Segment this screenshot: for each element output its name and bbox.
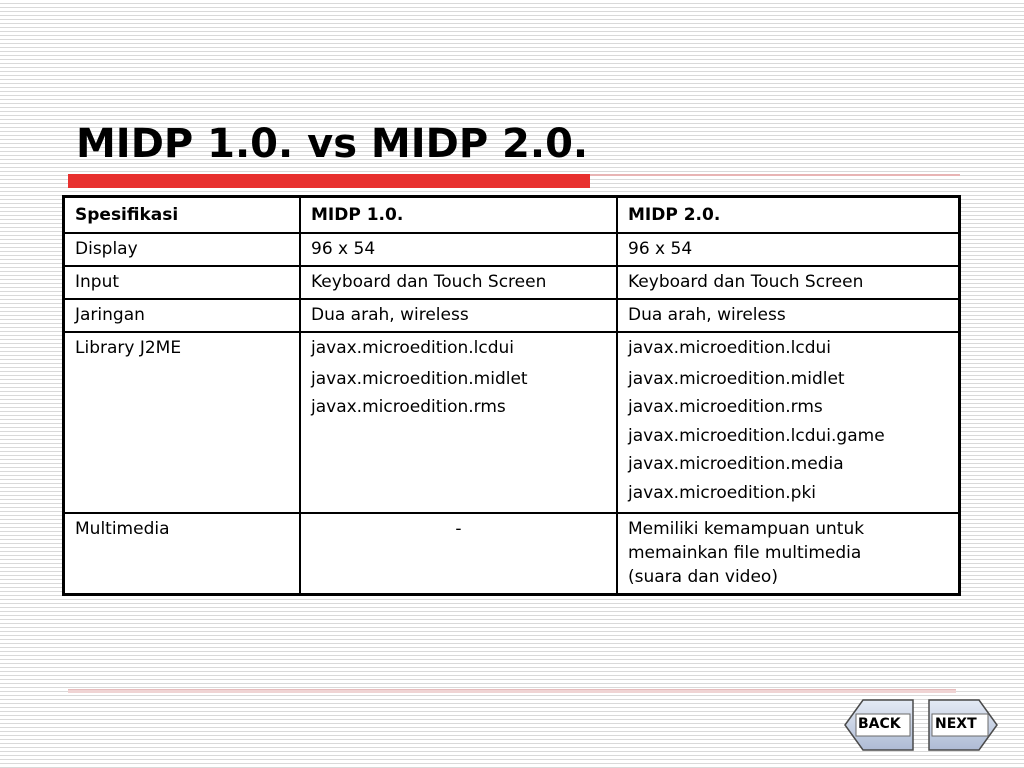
table-header-row bbox=[64, 197, 960, 234]
library-package: javax.microedition.media bbox=[628, 454, 844, 475]
row-spec-cell: Display bbox=[64, 233, 301, 266]
title-underline-accent bbox=[68, 174, 590, 188]
row-midp2-cell: 96 x 54 bbox=[617, 233, 960, 266]
multimedia-spec-cell: Multimedia bbox=[64, 513, 301, 595]
header-midp2: MIDP 2.0. bbox=[617, 197, 960, 234]
back-button[interactable] bbox=[843, 698, 915, 752]
library-package: javax.microedition.rms bbox=[628, 397, 823, 418]
comparison-table bbox=[62, 195, 961, 596]
header-midp1: MIDP 1.0. bbox=[300, 197, 617, 234]
library-package: javax.microedition.lcdui.game bbox=[628, 425, 885, 446]
table-row bbox=[64, 299, 960, 332]
table-row-multimedia bbox=[64, 513, 960, 595]
header-spesifikasi: Spesifikasi bbox=[64, 197, 301, 234]
multimedia-midp2-cell bbox=[617, 513, 960, 595]
footer-divider bbox=[68, 689, 956, 693]
library-package: javax.microedition.midlet bbox=[628, 368, 845, 389]
slide-title: MIDP 1.0. vs MIDP 2.0. bbox=[76, 121, 589, 167]
row-midp1-cell: Keyboard dan Touch Screen bbox=[300, 266, 617, 299]
library-midp1-cell bbox=[300, 332, 617, 513]
library-midp2-cell bbox=[617, 332, 960, 513]
row-spec-cell: Input bbox=[64, 266, 301, 299]
library-spec-cell: Library J2ME bbox=[64, 332, 301, 513]
table-row-library bbox=[64, 332, 960, 513]
multimedia-description-line: Memiliki kemampuan untuk bbox=[628, 518, 865, 539]
library-package: javax.microedition.rms bbox=[311, 397, 506, 418]
row-midp2-cell: Keyboard dan Touch Screen bbox=[617, 266, 960, 299]
library-package: javax.microedition.midlet bbox=[311, 368, 528, 389]
multimedia-midp1-cell: - bbox=[300, 513, 617, 595]
row-midp1-cell: Dua arah, wireless bbox=[300, 299, 617, 332]
next-label: NEXT bbox=[935, 716, 977, 732]
library-package: javax.microedition.pki bbox=[628, 482, 817, 503]
table-row bbox=[64, 233, 960, 266]
row-spec-cell: Jaringan bbox=[64, 299, 301, 332]
next-button[interactable] bbox=[927, 698, 999, 752]
multimedia-description-line: memainkan file multimedia bbox=[628, 542, 862, 563]
table-row bbox=[64, 266, 960, 299]
back-label: BACK bbox=[858, 716, 901, 732]
row-midp1-cell: 96 x 54 bbox=[300, 233, 617, 266]
library-package: javax.microedition.lcdui bbox=[311, 338, 515, 358]
library-package: javax.microedition.lcdui bbox=[628, 338, 832, 358]
row-midp2-cell: Dua arah, wireless bbox=[617, 299, 960, 332]
multimedia-description-line: (suara dan video) bbox=[628, 566, 778, 587]
